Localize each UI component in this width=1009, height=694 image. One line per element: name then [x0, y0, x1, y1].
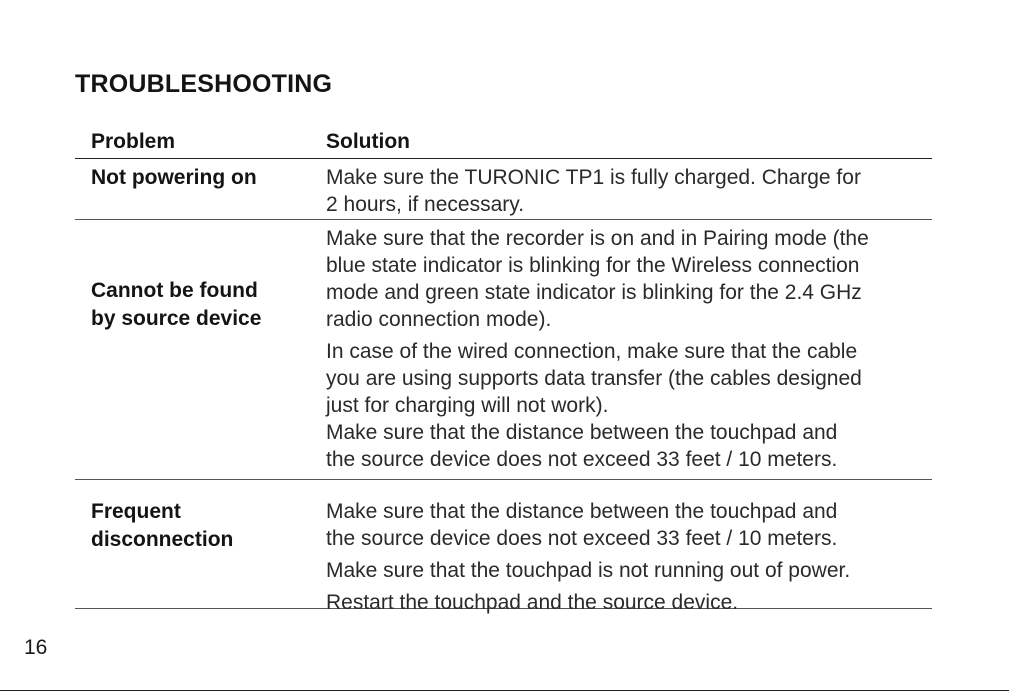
solution-paragraph — [326, 225, 938, 333]
solution-line: Make sure that the recorder is on and in Pairing mode (the — [326, 227, 869, 250]
solution-line: Restart the touchpad and the source device. — [326, 591, 739, 614]
solution-cell — [326, 498, 938, 616]
solution-line: In case of the wired connection, make sure that the cable — [326, 340, 858, 363]
problem-cell — [91, 498, 311, 554]
page-number: 16 — [24, 636, 48, 659]
solution-paragraph — [326, 589, 938, 616]
solution-line: blue state indicator is blinking for the Wireless connection — [326, 254, 860, 277]
solution-paragraph — [326, 164, 938, 218]
problem-text-line: Frequent — [91, 500, 181, 523]
solution-line: radio connection mode). — [326, 308, 552, 331]
problem-cell — [91, 277, 311, 333]
solution-paragraph — [326, 419, 938, 473]
solution-line: 2 hours, if necessary. — [326, 193, 525, 216]
page-bottom-divider — [0, 690, 1009, 691]
solution-line: the source device does not exceed 33 feet / 10 meters. — [326, 527, 838, 550]
solution-line: mode and green state indicator is blinking for the 2.4 GHz — [326, 281, 862, 304]
problem-text-line: Not powering on — [91, 166, 257, 189]
problem-text-line: by source device — [91, 307, 262, 330]
column-header-solution: Solution — [326, 130, 410, 153]
solution-line: the source device does not exceed 33 feet / 10 meters. — [326, 448, 838, 471]
solution-paragraph — [326, 557, 938, 584]
table-row-frequent-disconnection — [75, 480, 932, 614]
troubleshooting-table — [75, 128, 932, 614]
solution-line: just for charging will not work). — [326, 394, 609, 417]
page-title: TROUBLESHOOTING — [75, 70, 333, 98]
solution-line: Make sure that the distance between the touchpad and — [326, 500, 838, 523]
solution-line: Make sure that the touchpad is not running out of power. — [326, 559, 851, 582]
solution-cell — [326, 164, 938, 218]
solution-line: you are using supports data transfer (the cables designed — [326, 367, 862, 390]
table-header-row — [75, 128, 932, 159]
solution-line: Make sure that the distance between the touchpad and — [326, 421, 838, 444]
column-header-problem: Problem — [91, 130, 176, 153]
solution-cell — [326, 225, 938, 473]
problem-text-line: disconnection — [91, 528, 234, 551]
problem-text-line: Cannot be found — [91, 279, 258, 302]
solution-line: Make sure the TURONIC TP1 is fully charged. Charge for — [326, 166, 861, 189]
solution-paragraph — [326, 498, 938, 552]
problem-cell — [91, 164, 311, 192]
table-row-cannot-be-found — [75, 220, 932, 480]
solution-paragraph — [326, 338, 938, 419]
table-row-not-powering-on — [75, 159, 932, 220]
